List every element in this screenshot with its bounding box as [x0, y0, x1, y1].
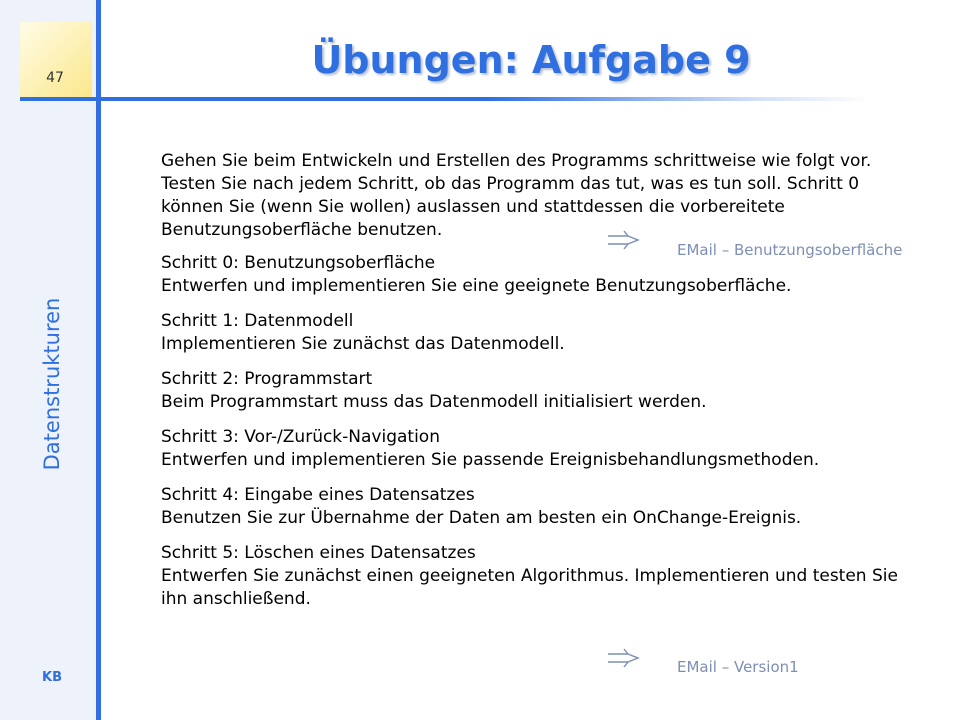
step-text: Entwerfen und implementieren Sie passende Ereignisbehandlungsmethoden.: [161, 450, 820, 470]
step-heading: Schritt 5: Löschen eines Datensatzes: [161, 543, 476, 563]
step-2: [161, 368, 901, 414]
step-heading: Schritt 2: Programmstart: [161, 369, 373, 389]
intro-text: Gehen Sie beim Entwickeln und Erstellen des Programms schrittweise wie folgt vor. Testen Sie nach jedem Schritt, ob das Programm das tut, was es tun soll. Schritt 0 können Sie (wenn Sie wollen) auslassen und stattdessen die vorbereitete Benutzungsoberfläche benutzen.: [161, 151, 872, 240]
step-text: Beim Programmstart muss das Datenmodell initialisiert werden.: [161, 392, 707, 412]
step-text: Entwerfen und implementieren Sie eine geeignete Benutzungsoberfläche.: [161, 276, 792, 296]
step-heading: Schritt 1: Datenmodell: [161, 311, 354, 331]
slide-number: 47: [46, 70, 64, 86]
step-heading: Schritt 3: Vor-/Zurück-Navigation: [161, 427, 440, 447]
step-3: [161, 426, 901, 472]
footer-initials: KB: [42, 670, 62, 685]
link-email-version1[interactable]: EMail – Version1: [677, 658, 799, 676]
arrow-right-icon[interactable]: [606, 648, 640, 668]
vertical-divider: [96, 0, 101, 720]
step-text: Implementieren Sie zunächst das Datenmodell.: [161, 334, 565, 354]
step-heading: Schritt 4: Eingabe eines Datensatzes: [161, 485, 475, 505]
step-heading: Schritt 0: Benutzungsoberfläche: [161, 253, 436, 273]
step-text: Benutzen Sie zur Übernahme der Daten am besten ein OnChange-Ereignis.: [161, 508, 802, 528]
corner-decoration: [20, 22, 92, 98]
side-title: Datenstrukturen: [40, 297, 64, 471]
link-email-benutzungsoberflaeche[interactable]: EMail – Benutzungsoberfläche: [677, 241, 903, 259]
step-4: [161, 484, 901, 530]
step-5: [161, 542, 901, 611]
step-text: Entwerfen Sie zunächst einen geeigneten Algorithmus. Implementieren und testen Sie ihn anschließend.: [161, 566, 898, 609]
arrow-right-icon[interactable]: [606, 230, 640, 250]
title-underline: [20, 97, 870, 101]
slide-title: Übungen: Aufgabe 9: [311, 38, 751, 82]
slide-content: [161, 150, 901, 623]
step-1: [161, 310, 901, 356]
